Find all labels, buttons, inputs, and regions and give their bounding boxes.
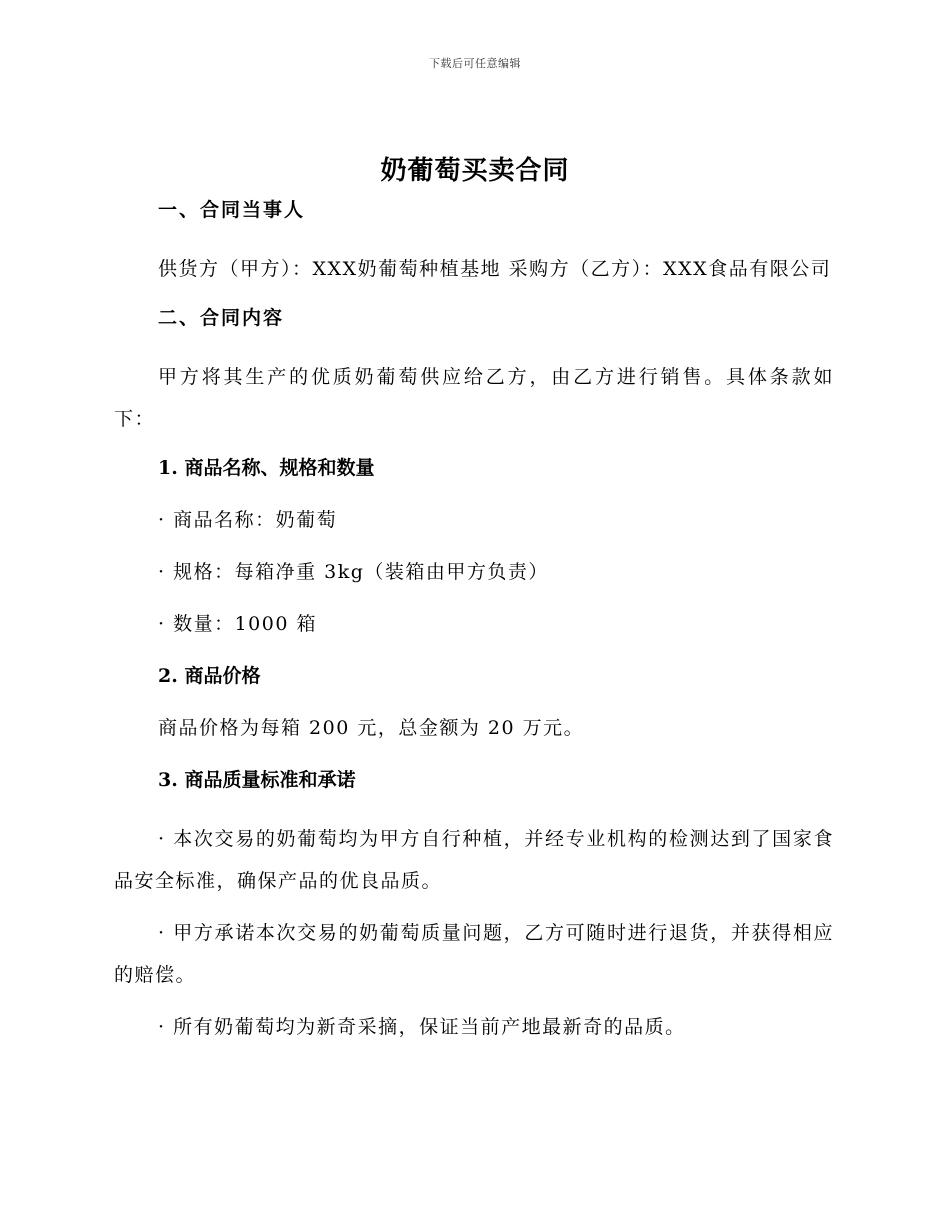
header-note: 下载后可任意编辑 <box>429 57 521 70</box>
item1-heading: 1. 商品名称、规格和数量 <box>158 457 375 479</box>
item3-bullet-standard: · 本次交易的奶葡萄均为甲方自行种植，并经专业机构的检测达到了国家食品安全标准，确保产品的优良品质。 <box>114 828 834 892</box>
content-intro-paragraph: 甲方将其生产的优质奶葡萄供应给乙方，由乙方进行销售。具体条款如下： <box>114 366 834 430</box>
item1-bullet-quantity: · 数量：1000 箱 <box>158 613 317 635</box>
item2-heading: 2. 商品价格 <box>158 665 261 687</box>
document-title: 奶葡萄买卖合同 <box>380 156 570 186</box>
item3-bullet-promise: · 甲方承诺本次交易的奶葡萄质量问题，乙方可随时进行退货，并获得相应的赔偿。 <box>114 922 834 986</box>
item1-bullet-name: · 商品名称：奶葡萄 <box>158 509 338 531</box>
item3-bullet-fresh: · 所有奶葡萄均为新奇采摘，保证当前产地最新奇的品质。 <box>158 1016 686 1038</box>
document-body <box>114 196 834 1058</box>
item1-bullet-spec: · 规格：每箱净重 3kg（装箱由甲方负责） <box>158 561 549 583</box>
item3-heading: 3. 商品质量标准和承诺 <box>158 769 356 791</box>
parties-paragraph: 供货方（甲方）：XXX奶葡萄种植基地 采购方（乙方）：XXX食品有限公司 <box>158 258 832 280</box>
section-heading-content: 二、合同内容 <box>158 307 285 329</box>
item2-price-text: 商品价格为每箱 200 元，总金额为 20 万元。 <box>158 717 585 739</box>
section-heading-parties: 一、合同当事人 <box>158 199 306 221</box>
